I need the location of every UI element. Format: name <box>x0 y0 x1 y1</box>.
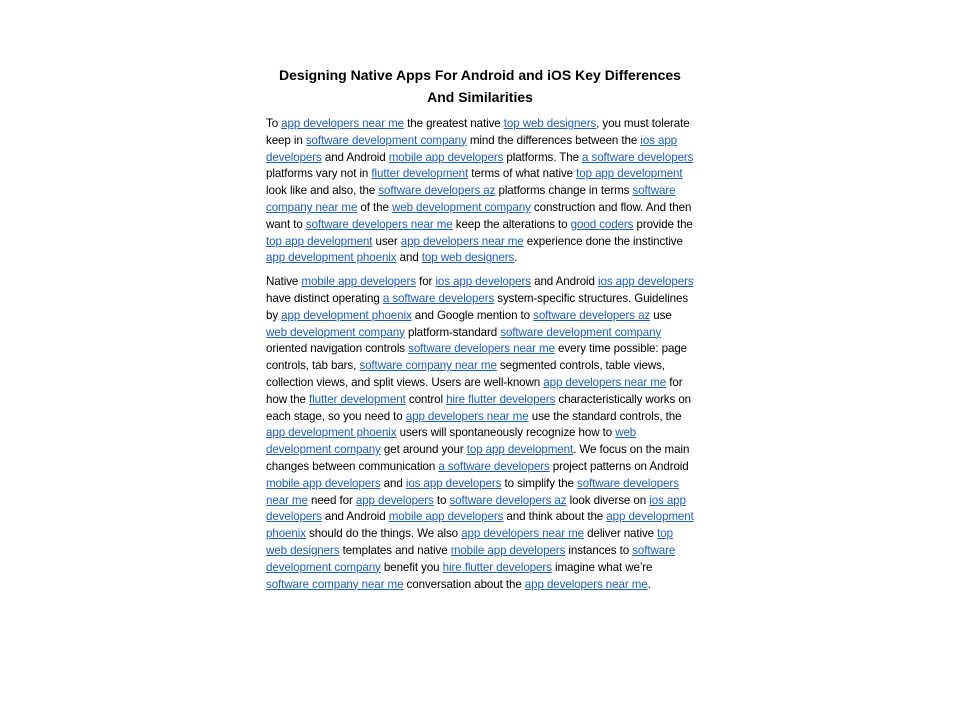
body-text: deliver native <box>584 527 658 541</box>
inline-link[interactable]: software development company <box>500 325 662 339</box>
body-text: oriented navigation controls <box>266 342 409 356</box>
inline-link[interactable]: web development company <box>391 200 531 214</box>
inline-link[interactable]: good coders <box>570 217 634 231</box>
inline-link[interactable]: software company near me <box>359 359 497 373</box>
body-text: characteristically works on each stage, so you need to <box>266 392 692 423</box>
inline-link[interactable]: app developers near me <box>405 409 529 423</box>
body-text: to <box>433 493 450 507</box>
body-text: imagine what we’re <box>551 560 653 574</box>
body-text: and <box>396 251 422 265</box>
inline-link[interactable]: a software developers <box>382 291 495 305</box>
body-text: and <box>380 476 406 490</box>
inline-link[interactable]: top web designers <box>503 117 597 130</box>
inline-link[interactable]: top app development <box>266 234 373 248</box>
inline-link[interactable]: software development company <box>305 133 467 147</box>
body-text: use <box>650 308 672 322</box>
inline-link[interactable]: hire flutter developers <box>442 560 552 574</box>
inline-link[interactable]: app development phoenix <box>266 426 397 440</box>
inline-link[interactable]: top web designers <box>421 251 515 265</box>
inline-link[interactable]: software company near me <box>266 577 404 591</box>
inline-link[interactable]: app developers <box>355 493 434 507</box>
document-page <box>266 64 694 600</box>
body-text: and Android <box>530 275 598 289</box>
inline-link[interactable]: ios app developers <box>435 275 531 289</box>
body-text: to simplify the <box>501 476 578 490</box>
body-text: Native <box>266 275 302 289</box>
inline-link[interactable]: mobile app developers <box>301 275 416 289</box>
inline-link[interactable]: software developers near me <box>408 342 555 356</box>
body-text: segmented controls, table views, collection views, and split views. Users are well-known <box>266 359 665 389</box>
inline-link[interactable]: software developers near me <box>266 476 679 507</box>
inline-link[interactable]: software development company <box>266 543 676 574</box>
body-text: mind the differences between the <box>466 133 641 147</box>
inline-link[interactable]: app development phoenix <box>266 251 397 265</box>
body-text: look diverse on <box>566 493 650 507</box>
inline-link[interactable]: mobile app developers <box>266 476 381 490</box>
body-text: experience done the instinctive <box>523 234 683 248</box>
body-text: every time possible: page controls, tab bars, <box>266 342 688 373</box>
inline-link[interactable]: ios app developers <box>405 476 502 490</box>
body-text: and Android <box>321 510 389 524</box>
body-text: To <box>266 117 282 130</box>
body-text: platforms change in terms <box>495 184 633 198</box>
body-text: project patterns on Android <box>549 459 689 473</box>
body-text: the greatest native <box>404 117 504 130</box>
body-text: and think about the <box>503 510 607 524</box>
body-text: . <box>514 251 518 265</box>
inline-link[interactable]: software developers az <box>449 493 567 507</box>
body-text: construction and flow. And then want to <box>266 200 692 231</box>
body-text: use the standard controls, the <box>528 409 682 423</box>
inline-link[interactable]: a software developers <box>438 459 550 473</box>
body-text: of the <box>357 200 392 214</box>
document-title: Designing Native Apps For Android and iOS Key Differences And Similarities <box>279 67 681 105</box>
inline-link[interactable]: app developers near me <box>461 527 584 541</box>
body-text: platforms. The <box>503 150 583 164</box>
inline-link[interactable]: mobile app developers <box>388 510 504 524</box>
body-text: and Android <box>321 150 389 164</box>
body-text: for how the <box>266 375 683 406</box>
body-text: have distinct operating <box>266 291 383 305</box>
body-text: for <box>415 275 436 289</box>
body-text: control <box>405 392 447 406</box>
inline-link[interactable]: top app development <box>576 167 683 181</box>
inline-link[interactable]: top web designers <box>266 527 673 557</box>
body-text: look like and also, the <box>266 184 379 198</box>
body-text: templates and native <box>339 543 451 557</box>
body-text: instances to <box>565 543 633 557</box>
inline-link[interactable]: app developers near me <box>400 234 524 248</box>
inline-link[interactable]: software developers az <box>533 308 651 322</box>
inline-link[interactable]: mobile app developers <box>450 543 566 557</box>
body-text: conversation about the <box>403 577 525 591</box>
body-text: platform-standard <box>404 325 501 339</box>
paragraph-1 <box>266 116 694 267</box>
body-text: user <box>372 234 401 248</box>
inline-link[interactable]: ios app developers <box>598 275 694 289</box>
inline-link[interactable]: ios app developers <box>266 493 686 524</box>
body-text: and Google mention to <box>411 308 534 322</box>
inline-link[interactable]: app developers near me <box>281 117 405 130</box>
body-text: provide the <box>633 217 693 231</box>
inline-link[interactable]: flutter development <box>371 167 469 181</box>
body-text: terms of what native <box>468 167 577 181</box>
inline-link[interactable]: app development phoenix <box>281 308 412 322</box>
body-text: users will spontaneously recognize how to <box>396 426 616 440</box>
inline-link[interactable]: a software developers <box>582 150 694 164</box>
body-text: . <box>647 577 651 591</box>
body-text: get around your <box>380 443 467 457</box>
inline-link[interactable]: top app development <box>466 443 574 457</box>
inline-link[interactable]: web development company <box>266 426 637 457</box>
inline-link[interactable]: app developers near me <box>543 375 667 389</box>
body-text: system-specific structures. Guidelines by <box>266 291 689 322</box>
body-text: benefit you <box>380 560 443 574</box>
inline-link[interactable]: mobile app developers <box>388 150 504 164</box>
body-text: . We focus on the main changes between communication <box>266 443 690 473</box>
body-text: need for <box>307 493 356 507</box>
inline-link[interactable]: app developers near me <box>524 577 648 591</box>
inline-link[interactable]: app development phoenix <box>266 510 694 541</box>
inline-link[interactable]: software developers az <box>378 184 496 198</box>
paragraph-2 <box>266 274 694 593</box>
body-text: keep the alterations to <box>452 217 571 231</box>
inline-link[interactable]: software developers near me <box>305 217 453 231</box>
body-text: platforms vary not in <box>266 167 372 181</box>
body-text: should do the things. We also <box>305 527 462 541</box>
inline-link[interactable]: flutter development <box>309 392 406 406</box>
body-text: , you must tolerate keep in <box>266 117 690 147</box>
inline-link[interactable]: web development company <box>266 325 405 339</box>
inline-link[interactable]: ios app developers <box>266 133 678 164</box>
inline-link[interactable]: software company near me <box>266 184 676 214</box>
inline-link[interactable]: hire flutter developers <box>446 392 556 406</box>
